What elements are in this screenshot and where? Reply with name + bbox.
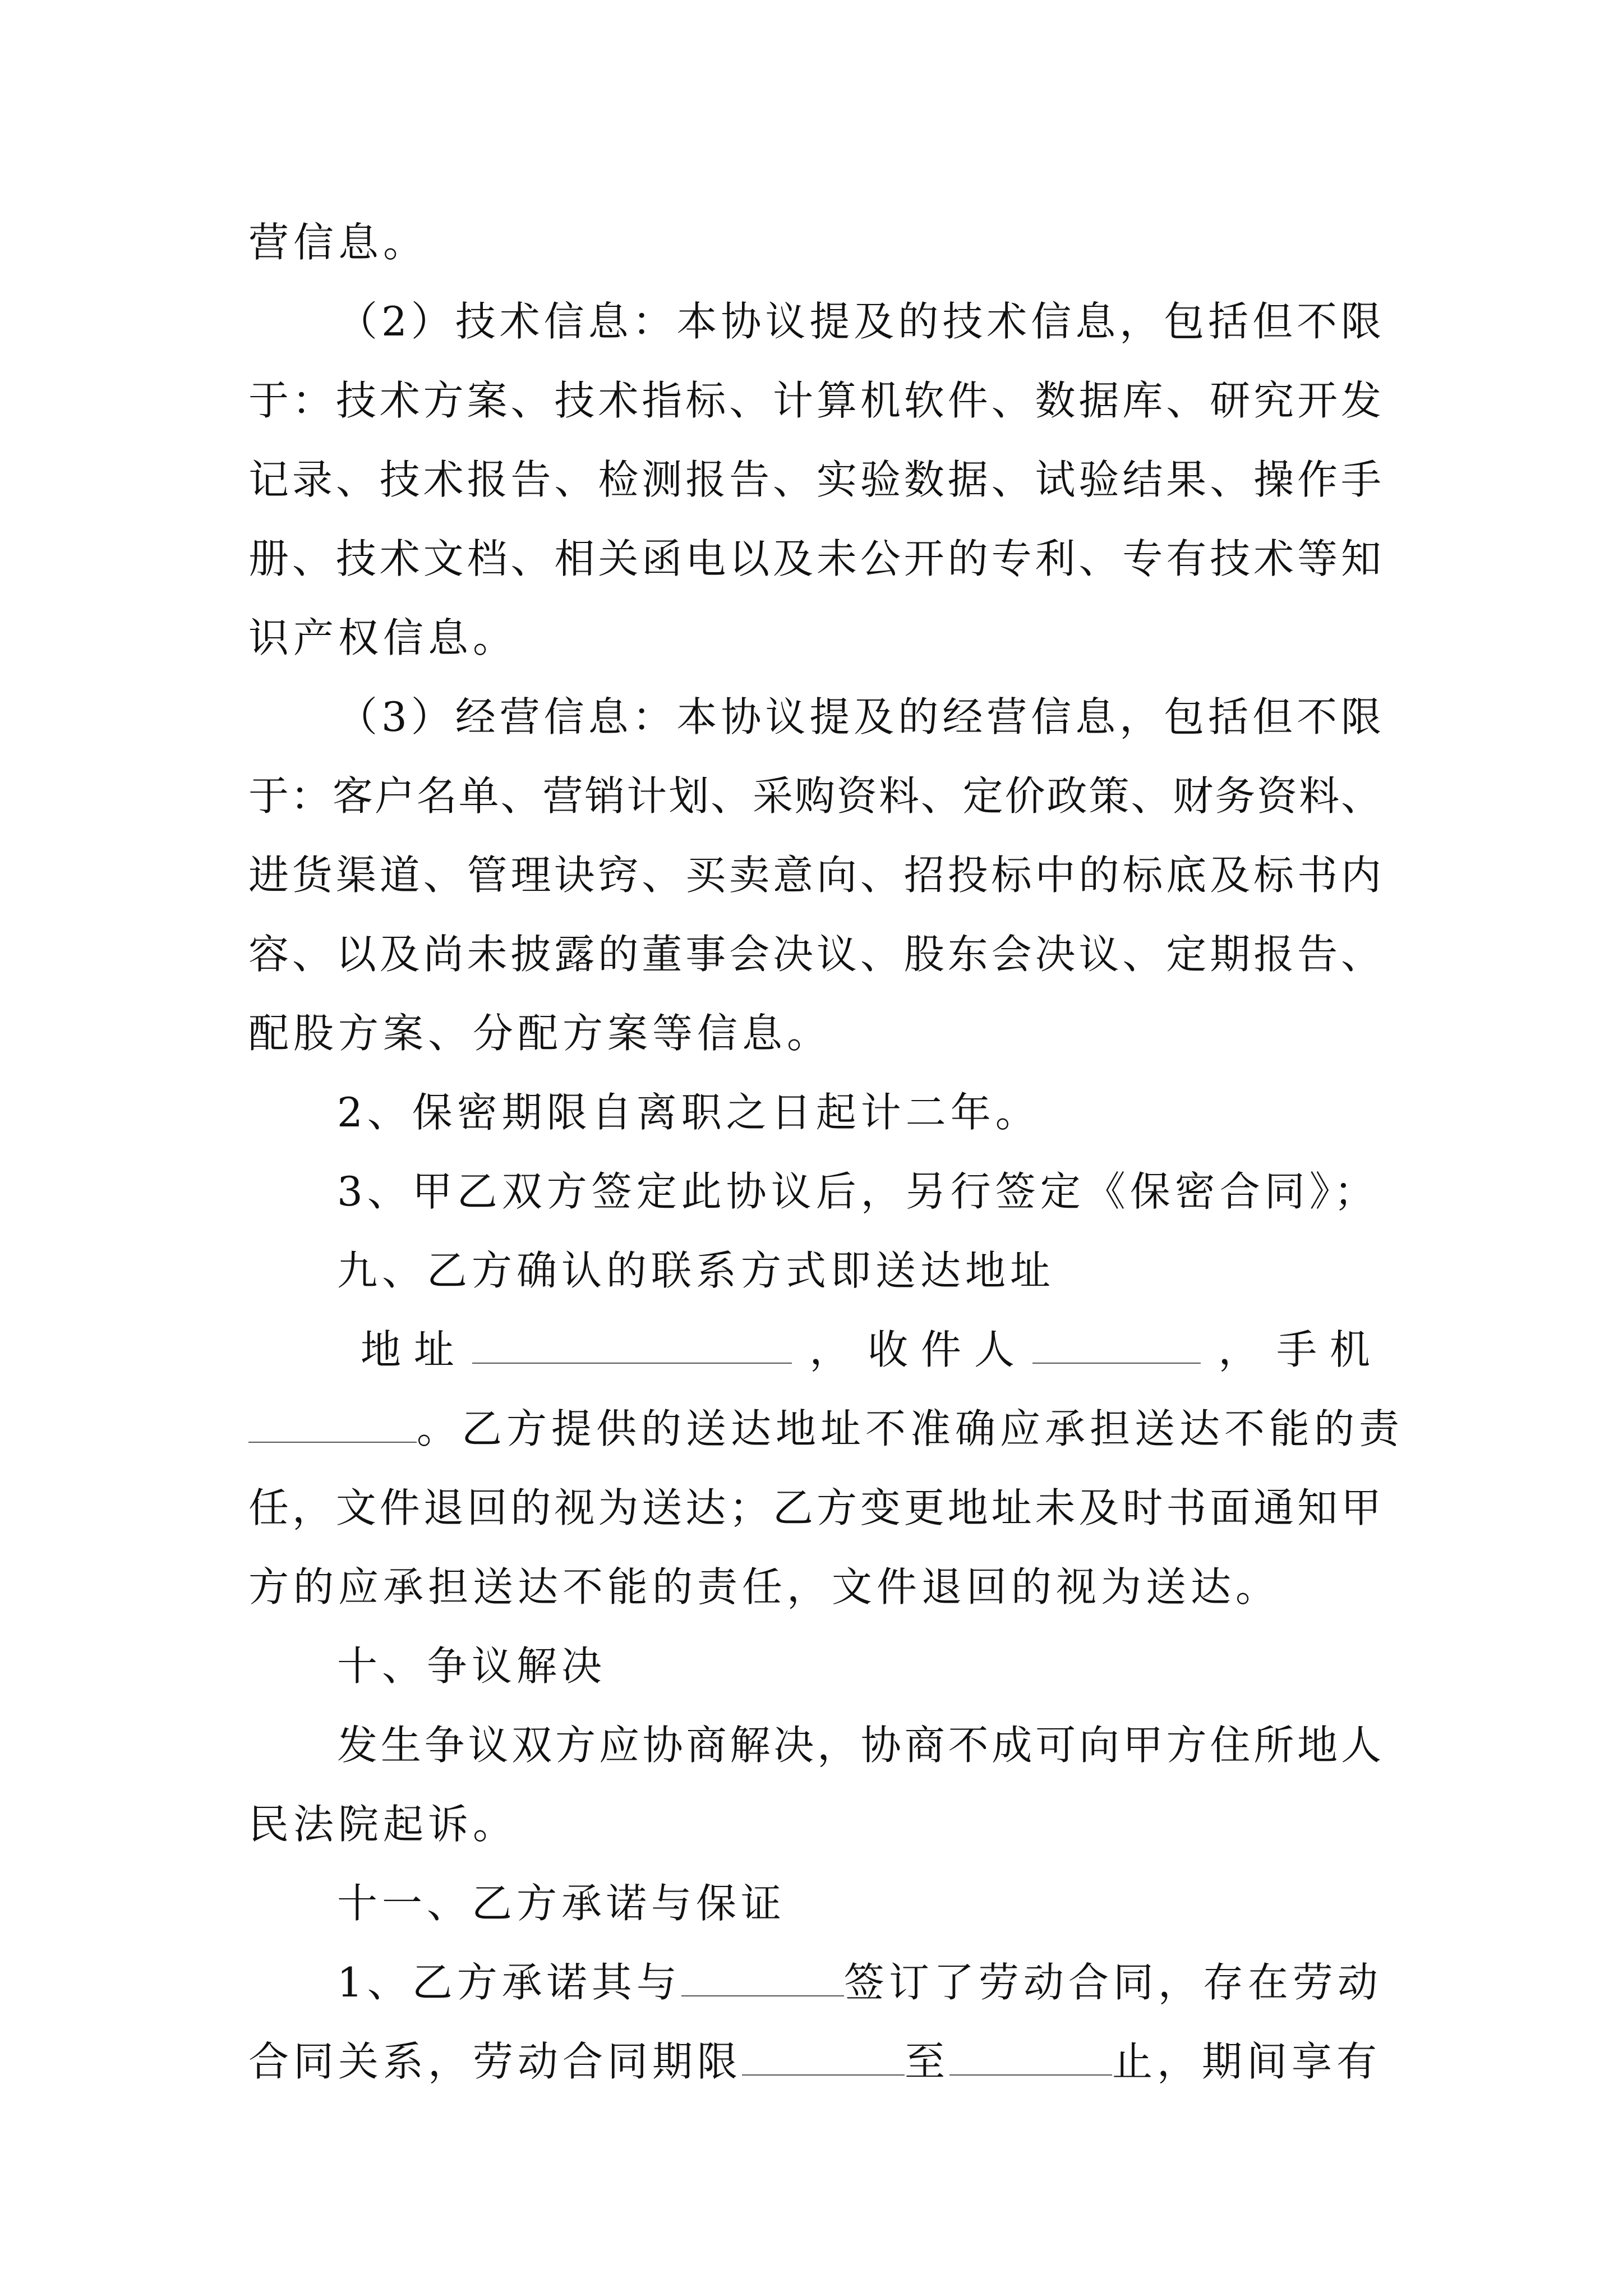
promise-prefix: 1、乙方承诺其与 <box>337 1959 681 2006</box>
paragraph-line: 进货渠道、管理诀窍、买卖意向、招投标中的标底及标书内 <box>248 852 1381 899</box>
paragraph-line: 于：客户名单、营销计划、采购资料、定价政策、财务资料、 <box>248 772 1381 820</box>
phone-label: 手 机 <box>1276 1326 1370 1373</box>
paragraph-line: 2、保密期限自离职之日起计二年。 <box>337 1089 1040 1136</box>
paragraph-line: （2）技术信息：本协议提及的技术信息，包括但不限 <box>337 298 1381 345</box>
recipient-blank <box>1032 1327 1201 1364</box>
section-heading: 九、乙方确认的联系方式即送达地址 <box>337 1247 1055 1294</box>
document-body <box>248 203 1404 2101</box>
term-end-blank <box>949 2039 1112 2076</box>
address-blank <box>472 1327 792 1364</box>
paragraph-line: 配股方案、分配方案等信息。 <box>248 1010 832 1057</box>
paragraph-line: 3、甲乙双方签定此协议后，另行签定《保密合同》； <box>337 1168 1379 1215</box>
recipient-label: 收 件 人 <box>868 1326 1015 1373</box>
paragraph-line: 发生争议双方应协商解决，协商不成可向甲方住所地人 <box>337 1722 1381 1769</box>
address-label: 地 址 <box>361 1326 454 1373</box>
address-fill-line <box>248 1310 1381 1389</box>
paragraph-line: （3）经营信息：本协议提及的经营信息，包括但不限 <box>337 693 1381 740</box>
paragraph-line: 容、以及尚未披露的董事会决议、股东会决议、定期报告、 <box>248 931 1381 978</box>
term-suffix: 止，期间享有 <box>1112 2038 1382 2085</box>
term-middle: 至 <box>905 2038 950 2085</box>
address-continuation-text: 。乙方提供的送达地址不准确应承担送达不能的责 <box>417 1405 1404 1452</box>
paragraph-line: 民法院起诉。 <box>248 1801 518 1848</box>
paragraph-line: 营信息。 <box>248 219 428 266</box>
section-heading: 十、争议解决 <box>337 1642 607 1690</box>
employer-blank <box>681 1959 844 1996</box>
address-continuation-line <box>248 1389 1404 1469</box>
paragraph-line: 于：技术方案、技术指标、计算机软件、数据库、研究开发 <box>248 377 1381 424</box>
paragraph-line: 任，文件退回的视为送达；乙方变更地址未及时书面通知甲 <box>248 1484 1381 1531</box>
promise-suffix: 签订了劳动合同，存在劳动 <box>843 1959 1382 2006</box>
term-start-blank <box>742 2039 905 2076</box>
section-heading: 十一、乙方承诺与保证 <box>337 1880 786 1927</box>
contract-term-line <box>248 2022 1381 2101</box>
term-prefix: 合同关系，劳动合同期限 <box>248 2038 743 2085</box>
phone-blank <box>248 1406 417 1443</box>
paragraph-line: 册、技术文档、相关函电以及未公开的专利、专有技术等知 <box>248 535 1381 582</box>
comma: ， <box>809 1326 850 1373</box>
comma: ， <box>1218 1326 1259 1373</box>
paragraph-line: 识产权信息。 <box>248 614 518 661</box>
paragraph-line: 记录、技术报告、检测报告、实验数据、试验结果、操作手 <box>248 456 1381 503</box>
paragraph-line: 方的应承担送达不能的责任，文件退回的视为送达。 <box>248 1563 1281 1611</box>
promise-line <box>248 1943 1381 2022</box>
